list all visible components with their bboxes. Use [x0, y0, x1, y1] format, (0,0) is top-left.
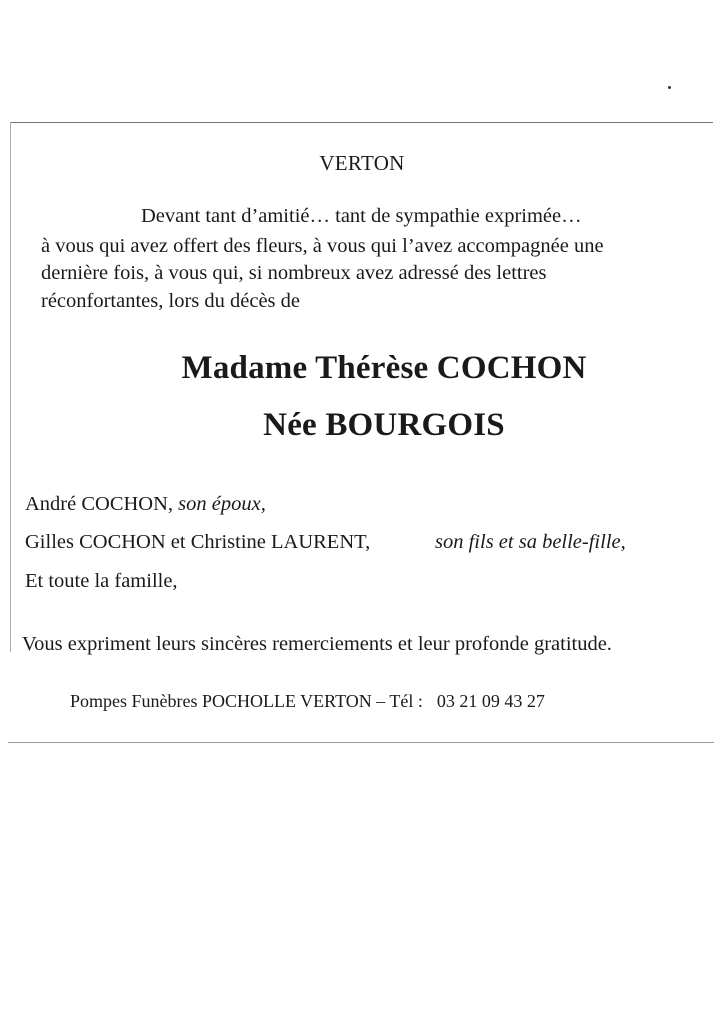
town-heading: VERTON [319, 151, 405, 175]
undertaker-name: Pompes Funèbres POCHOLLE VERTON – Tél : [70, 691, 423, 711]
frame-left-border [10, 122, 11, 652]
family-member-1 [25, 493, 266, 516]
family-member-3 [25, 570, 178, 593]
family-member-2 [25, 531, 705, 554]
frame-top-border [10, 122, 713, 123]
frame-bottom-border [8, 742, 714, 743]
deceased-maiden-name: Née BOURGOIS [263, 407, 505, 443]
family-member-relation: son époux, [178, 493, 266, 515]
intro-line-2: à vous qui avez offert des fleurs, à vous qui l’avez accompagnée une [41, 235, 604, 257]
scan-speck [668, 86, 671, 89]
intro-line-3: dernière fois, à vous qui, si nombreux avez adressé des lettres [41, 262, 547, 284]
family-member-relation: son fils et sa belle-fille, [435, 531, 626, 553]
intro-line-1: Devant tant d’amitié… tant de sympathie exprimée… [141, 205, 582, 227]
intro-line-4: réconfortantes, lors du décès de [41, 290, 300, 312]
undertaker-phone: 03 21 09 43 27 [436, 691, 545, 711]
deceased-name: Madame Thérèse COCHON [181, 350, 587, 386]
thanks-text: Vous expriment leurs sincères remerciements et leur profonde gratitude. [22, 633, 612, 655]
family-member-name: André COCHON, [25, 493, 174, 515]
family-member-name: Et toute la famille, [25, 570, 178, 592]
family-member-name: Gilles COCHON et Christine LAURENT, [25, 531, 371, 553]
undertaker-footer [70, 691, 545, 712]
